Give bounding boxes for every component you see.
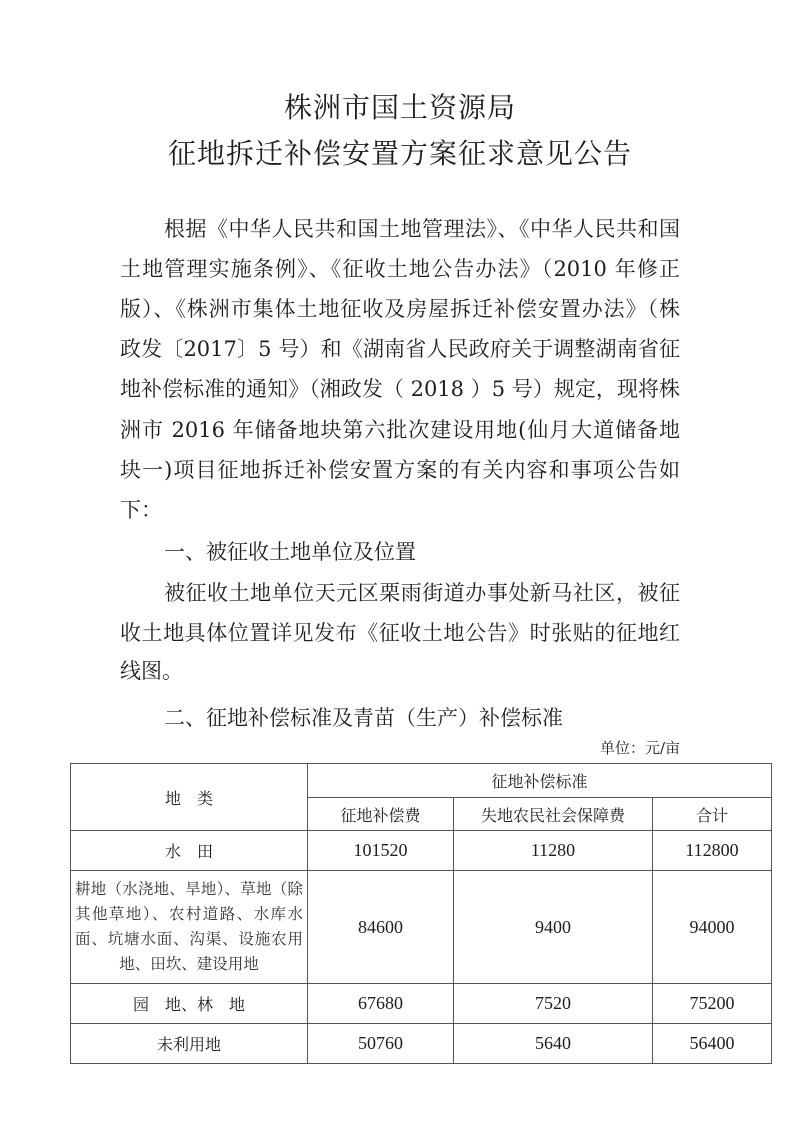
section2-heading: 二、征地补偿标准及青苗（生产）补偿标准: [164, 706, 563, 730]
doc-title-line1: 株洲市国土资源局: [283, 91, 516, 124]
value-cell: 75200: [653, 984, 772, 1024]
unit-label: 单位：元/亩: [600, 739, 681, 757]
table-row: [71, 871, 772, 984]
land-type-cell: 园 地、林 地: [71, 984, 308, 1024]
section1-line: 收土地具体位置详见发布《征收土地公告》时张贴的征地红: [120, 621, 680, 645]
compensation-table: [70, 763, 772, 1064]
value-cell: 9400: [454, 871, 653, 984]
value-cell: 5640: [454, 1024, 653, 1064]
land-type-cell: 未利用地: [71, 1024, 308, 1064]
intro-line: 政发〔2017〕5 号）和《湖南省人民政府关于调整湖南省征: [120, 337, 680, 361]
land-type-cell: 耕地（水浇地、旱地）、草地（除其他草地）、农村道路、水库水面、坑塘水面、沟渠、设施农用地、田坎、建设用地: [71, 871, 308, 984]
value-cell: 112800: [653, 831, 772, 871]
header-col: 征地补偿费: [308, 798, 454, 831]
value-cell: 67680: [308, 984, 454, 1024]
table-row: [71, 1024, 772, 1064]
value-cell: 50760: [308, 1024, 454, 1064]
table-row: [71, 984, 772, 1024]
land-type-cell: 水 田: [71, 831, 308, 871]
value-cell: 84600: [308, 871, 454, 984]
intro-line: 根据《中华人民共和国土地管理法》、《中华人民共和国: [164, 217, 680, 241]
header-land-type: 地 类: [71, 764, 308, 831]
value-cell: 101520: [308, 831, 454, 871]
value-cell: 11280: [454, 831, 653, 871]
intro-line: 版）、《株洲市集体土地征收及房屋拆迁补偿安置办法》（株: [120, 297, 680, 321]
doc-title-line2: 征地拆迁补偿安置方案征求意见公告: [167, 137, 632, 170]
header-group: 征地补偿标准: [308, 764, 772, 798]
header-col: 失地农民社会保障费: [454, 798, 653, 831]
value-cell: 7520: [454, 984, 653, 1024]
intro-line: 洲市 2016 年储备地块第六批次建设用地(仙月大道储备地: [120, 418, 680, 442]
intro-line: 地补偿标准的通知》（湘政发（ 2018 ）5 号）规定，现将株: [120, 377, 680, 401]
value-cell: 56400: [653, 1024, 772, 1064]
intro-line: 土地管理实施条例》、《征收土地公告办法》（2010 年修正: [120, 257, 680, 281]
value-cell: 94000: [653, 871, 772, 984]
header-col: 合计: [653, 798, 772, 831]
section1-line: 被征收土地单位天元区栗雨街道办事处新马社区，被征: [164, 581, 680, 605]
intro-line: 下：: [120, 498, 162, 522]
section1-heading: 一、被征收土地单位及位置: [164, 540, 416, 564]
intro-line: 块一)项目征地拆迁补偿安置方案的有关内容和事项公告如: [120, 458, 680, 482]
table-row: [71, 831, 772, 871]
section1-line: 线图。: [120, 659, 183, 683]
